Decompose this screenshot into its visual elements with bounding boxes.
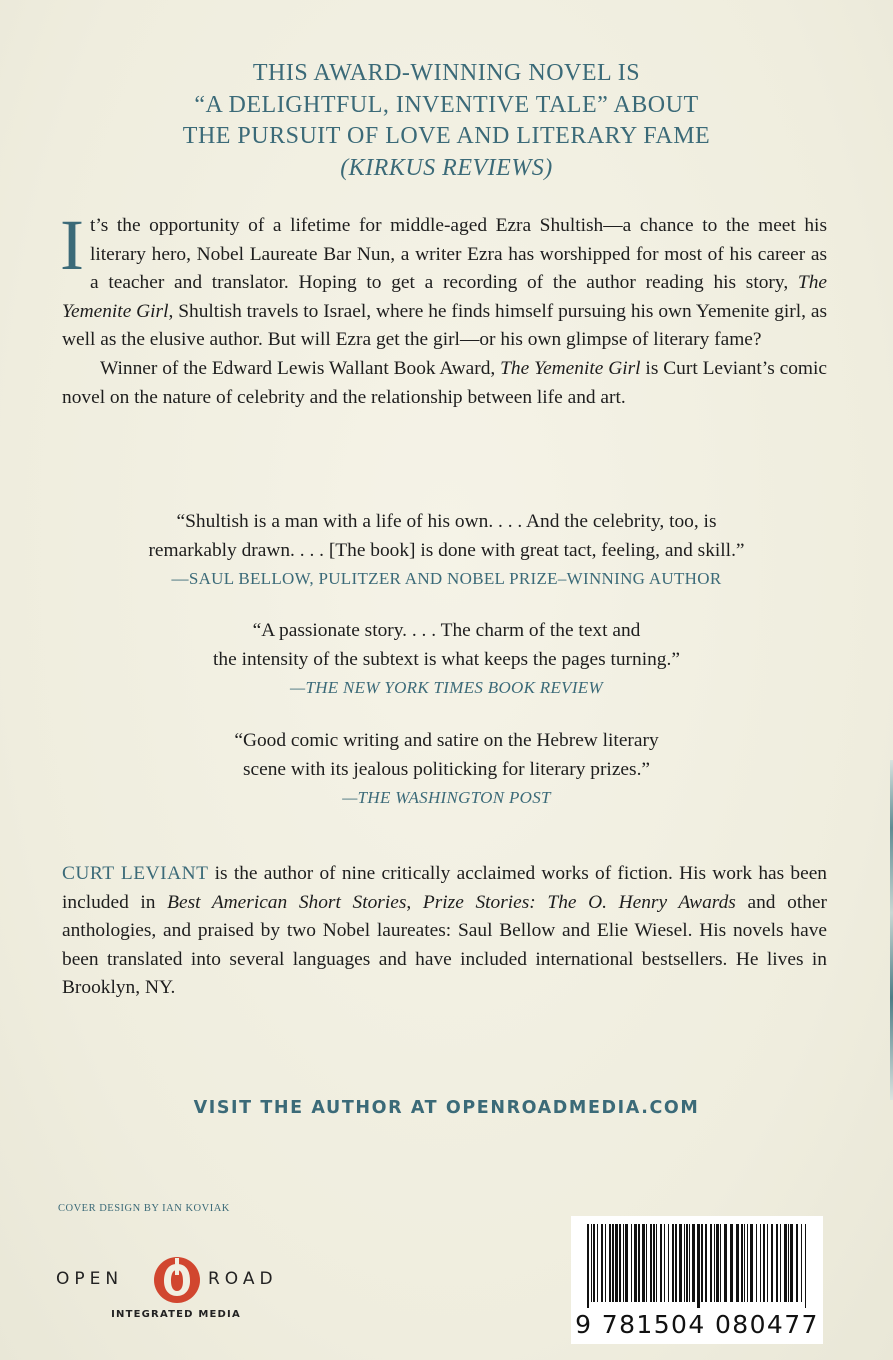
publisher-logo — [56, 1255, 296, 1325]
barcode-bar — [686, 1224, 688, 1302]
description-text-2a: Winner of the Edward Lewis Wallant Book Award, — [100, 357, 501, 379]
barcode-bar — [593, 1224, 595, 1302]
logo-word-open: OPEN — [56, 1269, 124, 1289]
barcode-bar — [796, 1224, 798, 1302]
headline — [0, 58, 893, 184]
barcode-bar — [805, 1224, 806, 1308]
barcode-bar — [697, 1224, 700, 1308]
barcode-bar — [747, 1224, 748, 1302]
barcode-bar — [642, 1224, 645, 1302]
logo-word-road: ROAD — [208, 1269, 278, 1289]
barcode-bar — [689, 1224, 690, 1302]
quote-attribution: —THE NEW YORK TIMES BOOK REVIEW — [290, 678, 603, 697]
barcode-bar — [587, 1224, 589, 1308]
barcode-bar — [672, 1224, 674, 1302]
barcode-bar — [656, 1224, 657, 1302]
barcode-bar — [780, 1224, 781, 1302]
isbn-barcode — [571, 1216, 823, 1344]
book-title: The Yemenite Girl — [62, 272, 827, 322]
barcode-bar — [653, 1224, 655, 1302]
quote-line: remarkably drawn. . . . [The book] is done with great tact, feeling, and skill.” — [148, 539, 745, 561]
quote-attribution: —THE WASHINGTON POST — [342, 788, 551, 807]
quote-line: scene with its jealous politicking for literary prizes.” — [242, 758, 651, 780]
anthology-title: Best American Short Stories — [167, 891, 407, 913]
barcode-bar — [736, 1224, 739, 1302]
open-road-mark-icon — [152, 1255, 202, 1305]
barcode-bar — [760, 1224, 761, 1302]
barcode-bar — [784, 1224, 787, 1302]
description-paragraph-1 — [60, 205, 827, 355]
barcode-bars — [585, 1224, 809, 1308]
visit-author-link: VISIT THE AUTHOR AT OPENROADMEDIA.COM — [193, 1098, 700, 1118]
barcode-bar — [591, 1224, 592, 1302]
headline-line-1: THIS AWARD-WINNING NOVEL IS — [252, 60, 641, 86]
bio-text: and other anthologies, and praised by two Nobel laureates: Saul Bellow and Elie Wiesel. His novels have been translated into several languages and have included international bestsellers. He lives in Brooklyn, NY. — [62, 891, 827, 999]
barcode-bar — [767, 1224, 768, 1302]
barcode-bar — [701, 1224, 703, 1302]
barcode-bar — [684, 1224, 685, 1302]
quote-line: “Shultish is a man with a life of his own. . . . And the celebrity, too, is — [176, 511, 717, 532]
barcode-bar — [801, 1224, 802, 1302]
barcode-bar — [788, 1224, 789, 1302]
description-text-1a: t’s the opportunity of a lifetime for middle-aged Ezra Shultish—a chance to the meet his literary hero, Nobel Laureate Bar Nun, a writer Ezra has worshipped for most of his career as a teacher and translator. Hoping to get a recording of the author reading his story, — [89, 215, 827, 294]
author-bio — [62, 860, 827, 1003]
author-name: CURT LEVIANT — [62, 863, 209, 884]
headline-line-2: “A DELIGHTFUL, INVENTIVE TALE” ABOUT — [194, 91, 699, 118]
barcode-bar — [756, 1224, 757, 1302]
barcode-bar — [710, 1224, 712, 1302]
quote-attribution: —SAUL BELLOW, PULITZER AND NOBEL PRIZE–WINNING AUTHOR — [171, 569, 722, 588]
barcode-bar — [631, 1224, 632, 1302]
barcode-bar — [724, 1224, 727, 1302]
barcode-bar — [668, 1224, 669, 1302]
barcode-bar — [601, 1224, 603, 1302]
anthology-title: Prize Stories: The O. Henry Awards — [422, 891, 736, 913]
barcode-bar — [750, 1224, 753, 1302]
description-text-1b: , Shultish travels to Israel, where he finds himself pursuing his own Yemenite girl, as well as the elusive author. But will Ezra get the girl—or his own glimpse of literary fame? — [62, 300, 827, 351]
barcode-bar — [638, 1224, 640, 1302]
barcode-bar — [623, 1224, 624, 1302]
bio-text: is the author of nine critically acclaimed works of fiction. His work has been included in — [62, 863, 827, 913]
isbn-digits: 9 781504 080477 — [575, 1310, 819, 1339]
book-title: The Yemenite Girl — [500, 357, 641, 379]
description-text-2b: is Curt Leviant’s comic novel on the nature of celebrity and the relationship between life and art. — [62, 357, 827, 408]
review-quote-3 — [0, 727, 893, 813]
barcode-bar — [612, 1224, 614, 1302]
barcode-bar — [744, 1224, 745, 1302]
cover-credit: COVER DESIGN BY IAN KOVIAK — [58, 1203, 230, 1214]
barcode-bar — [679, 1224, 682, 1302]
review-quote-1 — [0, 508, 893, 594]
barcode-bar — [790, 1224, 793, 1302]
barcode-bar — [741, 1224, 743, 1302]
barcode-bar — [625, 1224, 628, 1302]
barcode-bar — [664, 1224, 665, 1302]
barcode-bar — [720, 1224, 721, 1302]
logo-tagline: INTEGRATED MEDIA — [111, 1309, 241, 1320]
headline-source: (KIRKUS REVIEWS) — [340, 154, 553, 181]
headline-line-3: THE PURSUIT OF LOVE AND LITERARY FAME — [182, 123, 711, 149]
barcode-bar — [660, 1224, 662, 1302]
quote-line: the intensity of the subtext is what keeps the pages turning.” — [213, 648, 680, 670]
barcode-bar — [605, 1224, 606, 1302]
barcode-bar — [763, 1224, 765, 1302]
drop-cap: I — [60, 205, 84, 285]
barcode-bar — [705, 1224, 707, 1302]
barcode-bar — [716, 1224, 719, 1302]
barcode-bar — [650, 1224, 652, 1302]
barcode-bar — [646, 1224, 647, 1302]
quote-line: “A passionate story. . . . The charm of the text and — [252, 620, 641, 641]
description-paragraph-2 — [62, 355, 827, 412]
barcode-bar — [609, 1224, 611, 1302]
barcode-bar — [615, 1224, 618, 1302]
barcode-bar — [730, 1224, 733, 1302]
barcode-bar — [692, 1224, 695, 1302]
barcode-bar — [776, 1224, 778, 1302]
author-bio-paragraph — [62, 860, 827, 1003]
book-description — [60, 205, 827, 412]
barcode-bar — [771, 1224, 773, 1302]
barcode-bar — [675, 1224, 677, 1302]
barcode-bar — [619, 1224, 621, 1302]
bio-text: , — [406, 891, 423, 913]
barcode-bar — [714, 1224, 715, 1302]
quote-line: “Good comic writing and satire on the Hebrew literary — [234, 730, 659, 751]
barcode-bar — [597, 1224, 598, 1302]
barcode-bar — [634, 1224, 637, 1302]
review-quote-2 — [0, 617, 893, 703]
